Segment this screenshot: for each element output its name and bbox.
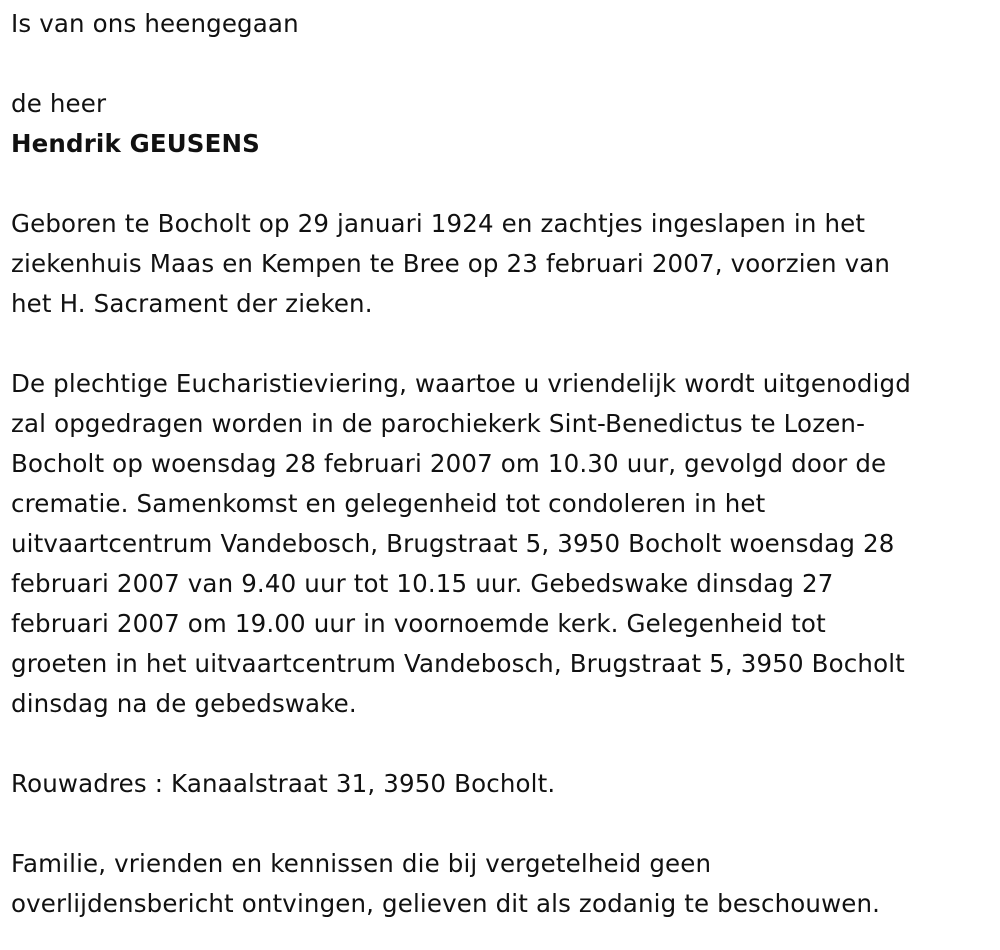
paragraph-line: ziekenhuis Maas en Kempen te Bree op 23 februari 2007, voorzien van	[11, 249, 891, 278]
paragraph-line: Geboren te Bocholt op 29 januari 1924 en zachtjes ingeslapen in het	[11, 209, 866, 238]
paragraph-line: De plechtige Eucharistieviering, waartoe u vriendelijk wordt uitgenodigd	[11, 369, 911, 398]
paragraph-line: februari 2007 om 19.00 uur in voornoemde kerk. Gelegenheid tot	[11, 609, 826, 638]
paragraph-line: uitvaartcentrum Vandebosch, Brugstraat 5, 3950 Bocholt woensdag 28	[11, 529, 895, 558]
spacer	[11, 804, 996, 844]
salutation: de heer	[11, 89, 107, 118]
paragraph-line: zal opgedragen worden in de parochiekerk Sint-Benedictus te Lozen-	[11, 409, 866, 438]
paragraph-line: februari 2007 van 9.40 uur tot 10.15 uur. Gebedswake dinsdag 27	[11, 569, 834, 598]
paragraph-line: overlijdensbericht ontvingen, gelieven dit als zodanig te beschouwen.	[11, 889, 881, 918]
paragraph-line: groeten in het uitvaartcentrum Vandebosch, Brugstraat 5, 3950 Bocholt	[11, 649, 905, 678]
spacer	[11, 724, 996, 764]
paragraph-line: Bocholt op woensdag 28 februari 2007 om 10.30 uur, gevolgd door de	[11, 449, 887, 478]
mourning-address: Rouwadres : Kanaalstraat 31, 3950 Bocholt.	[11, 769, 556, 798]
intro-text: Is van ons heengegaan	[11, 9, 299, 38]
paragraph-line: crematie. Samenkomst en gelegenheid tot condoleren in het	[11, 489, 766, 518]
death-announcement	[11, 4, 996, 924]
birth-paragraph	[11, 204, 996, 324]
paragraph-line: het H. Sacrament der zieken.	[11, 289, 373, 318]
closing-paragraph	[11, 844, 996, 924]
deceased-name: Hendrik GEUSENS	[11, 129, 260, 158]
spacer	[11, 164, 996, 204]
spacer	[11, 324, 996, 364]
paragraph-line: Familie, vrienden en kennissen die bij vergetelheid geen	[11, 849, 712, 878]
ceremony-paragraph	[11, 364, 996, 724]
paragraph-line: dinsdag na de gebedswake.	[11, 689, 357, 718]
